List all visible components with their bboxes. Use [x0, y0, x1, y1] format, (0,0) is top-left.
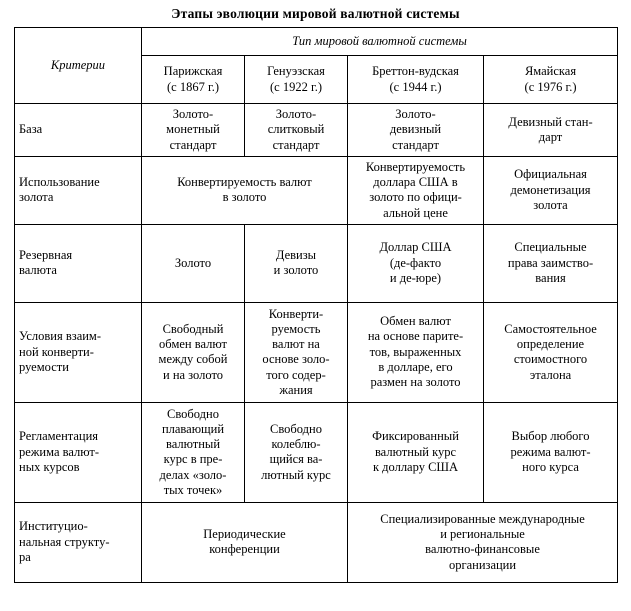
table-cell: Золото [142, 224, 245, 302]
table-cell-merged: Периодические конференции [142, 502, 348, 582]
page-title: Этапы эволюции мировой валютной системы [171, 6, 460, 21]
table-cell: Девизный стан- дарт [484, 104, 618, 157]
table-cell: Золото- девизный стандарт [348, 104, 484, 157]
table-cell: Выбор любого режима валют- ного курса [484, 402, 618, 502]
table-cell-merged: Специализированные международные и региональные валютно-финансовые организации [348, 502, 618, 582]
criterion-cell: Регламентация режима валют- ных курсов [15, 402, 142, 502]
table-cell: Золото- слитковый стандарт [245, 104, 348, 157]
table-row-exchange-rate-regime [15, 402, 618, 502]
criterion-cell: Резервная валюта [15, 224, 142, 302]
table-cell: Обмен валют на основе парите- тов, выраженных в долларе, его размен на золото [348, 302, 484, 402]
table-cell: Золото- монетный стандарт [142, 104, 245, 157]
criteria-header-cell: Критерии [15, 28, 142, 104]
table-cell: Специальные права заимство- вания [484, 224, 618, 302]
criterion-cell: Институцио- нальная структу- ра [15, 502, 142, 582]
table-cell: Свободный обмен валют между собой и на золото [142, 302, 245, 402]
table-cell: Конвертируемость доллара США в золото по офици- альной цене [348, 156, 484, 224]
table-cell: Свободно колеблю- щийся ва- лютный курс [245, 402, 348, 502]
column-header-bretton-woods: Бреттон-вудская (с 1944 г.) [348, 56, 484, 104]
table-cell: Девизы и золото [245, 224, 348, 302]
criterion-cell: Использование золота [15, 156, 142, 224]
table-cell: Фиксированный валютный курс к доллару США [348, 402, 484, 502]
column-header-paris: Парижская (с 1867 г.) [142, 56, 245, 104]
table-cell-merged: Конвертируемость валют в золото [142, 156, 348, 224]
table-row-convertibility [15, 302, 618, 402]
table-row-base [15, 104, 618, 157]
table-row-institutional-structure [15, 502, 618, 582]
system-type-header-cell: Тип мировой валютной системы [142, 28, 618, 56]
column-header-jamaica: Ямайская (с 1976 г.) [484, 56, 618, 104]
criterion-cell: Условия взаим- ной конверти- руемости [15, 302, 142, 402]
table-cell: Самостоятельное определение стоимостного эталона [484, 302, 618, 402]
column-header-genoa: Генуэзская (с 1922 г.) [245, 56, 348, 104]
table-cell: Официальная демонетизация золота [484, 156, 618, 224]
table-row-reserve-currency [15, 224, 618, 302]
table-row-gold-use [15, 156, 618, 224]
currency-systems-table [14, 27, 618, 583]
table-header-row-span [15, 28, 618, 56]
table-cell: Свободно плавающий валютный курс в пре- делах «золо- тых точек» [142, 402, 245, 502]
table-cell: Конверти- руемость валют на основе золо- того содер- жания [245, 302, 348, 402]
criterion-cell: База [15, 104, 142, 157]
table-cell: Доллар США (де-факто и де-юре) [348, 224, 484, 302]
